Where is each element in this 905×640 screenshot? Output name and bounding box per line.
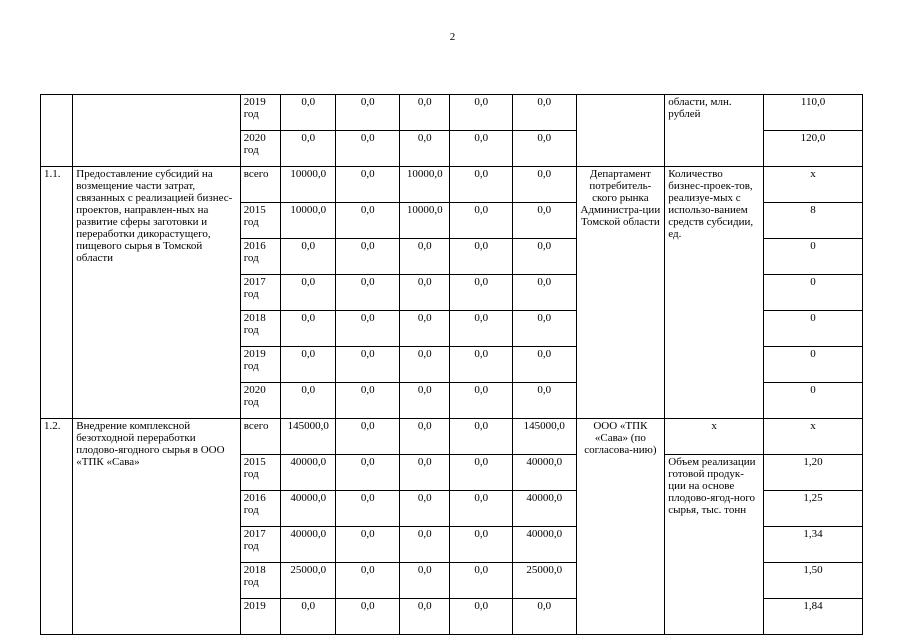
row-name-cell: Внедрение комплексной безотходной переработки плодово-ягодного сырья в ООО «ТПК «Сава» xyxy=(73,419,240,635)
value-cell: 40000,0 xyxy=(512,455,576,491)
value-cell: 10000,0 xyxy=(400,167,450,203)
value-cell: 0,0 xyxy=(400,563,450,599)
indicator-value-cell: х xyxy=(764,167,863,203)
value-cell: 0,0 xyxy=(281,239,336,275)
value-cell: 0,0 xyxy=(281,275,336,311)
value-cell: 0,0 xyxy=(512,203,576,239)
value-cell: 0,0 xyxy=(450,563,513,599)
value-cell: 0,0 xyxy=(450,383,513,419)
value-cell: 0,0 xyxy=(450,131,513,167)
year-cell: 2017 год xyxy=(240,275,280,311)
year-cell: 2016 год xyxy=(240,491,280,527)
value-cell: 0,0 xyxy=(450,275,513,311)
value-cell: 25000,0 xyxy=(512,563,576,599)
value-cell: 0,0 xyxy=(450,347,513,383)
year-cell: 2020 год xyxy=(240,131,280,167)
value-cell: 0,0 xyxy=(336,419,400,455)
value-cell: 0,0 xyxy=(336,455,400,491)
row-name-cell xyxy=(73,95,240,167)
program-table xyxy=(40,94,863,635)
value-cell: 0,0 xyxy=(336,167,400,203)
value-cell: 0,0 xyxy=(512,131,576,167)
table-row xyxy=(41,419,863,455)
value-cell: 0,0 xyxy=(400,455,450,491)
value-cell: 0,0 xyxy=(512,347,576,383)
value-cell: 10000,0 xyxy=(281,167,336,203)
value-cell: 0,0 xyxy=(512,275,576,311)
value-cell: 0,0 xyxy=(281,599,336,635)
year-cell: 2015 год xyxy=(240,203,280,239)
value-cell: 0,0 xyxy=(400,311,450,347)
indicator-value-cell: 1,25 xyxy=(764,491,863,527)
indicator-value-cell: 1,84 xyxy=(764,599,863,635)
value-cell: 0,0 xyxy=(512,239,576,275)
indicator-value-cell: 1,50 xyxy=(764,563,863,599)
value-cell: 0,0 xyxy=(450,491,513,527)
value-cell: 0,0 xyxy=(336,239,400,275)
value-cell: 0,0 xyxy=(336,203,400,239)
value-cell: 0,0 xyxy=(450,311,513,347)
value-cell: 0,0 xyxy=(336,383,400,419)
value-cell: 10000,0 xyxy=(281,203,336,239)
value-cell: 0,0 xyxy=(450,527,513,563)
row-name-cell: Предоставление субсидий на возмещение части затрат, связанных с реализацией бизнес-проектов, направлен-ных на развитие сферы заготовки и переработки дикорастущего, пищевого сырья в Томской области xyxy=(73,167,240,419)
year-cell: 2016 год xyxy=(240,239,280,275)
value-cell: 0,0 xyxy=(512,383,576,419)
indicator-value-cell: 0 xyxy=(764,347,863,383)
value-cell: 0,0 xyxy=(281,383,336,419)
value-cell: 0,0 xyxy=(450,203,513,239)
indicator-value-cell: 0 xyxy=(764,239,863,275)
indicator-value-cell: 1,20 xyxy=(764,455,863,491)
value-cell: 0,0 xyxy=(450,455,513,491)
year-cell: 2020 год xyxy=(240,383,280,419)
value-cell: 0,0 xyxy=(512,599,576,635)
indicator-value-cell: 0 xyxy=(764,383,863,419)
value-cell: 145000,0 xyxy=(281,419,336,455)
value-cell: 40000,0 xyxy=(281,527,336,563)
table-row xyxy=(41,167,863,203)
value-cell: 0,0 xyxy=(336,311,400,347)
value-cell: 0,0 xyxy=(400,95,450,131)
value-cell: 0,0 xyxy=(400,239,450,275)
value-cell: 0,0 xyxy=(450,419,513,455)
value-cell: 0,0 xyxy=(400,275,450,311)
value-cell: 0,0 xyxy=(281,95,336,131)
value-cell: 0,0 xyxy=(281,347,336,383)
value-cell: 0,0 xyxy=(400,491,450,527)
row-number-cell xyxy=(41,95,73,167)
value-cell: 0,0 xyxy=(400,383,450,419)
value-cell: 40000,0 xyxy=(281,455,336,491)
value-cell: 0,0 xyxy=(512,95,576,131)
year-cell: всего xyxy=(240,419,280,455)
year-cell: 2019 год xyxy=(240,347,280,383)
value-cell: 0,0 xyxy=(400,527,450,563)
value-cell: 0,0 xyxy=(450,239,513,275)
value-cell: 0,0 xyxy=(400,419,450,455)
page-number: 2 xyxy=(449,31,456,43)
year-cell: 2018 год xyxy=(240,311,280,347)
year-cell: всего xyxy=(240,167,280,203)
value-cell: 0,0 xyxy=(512,311,576,347)
value-cell: 0,0 xyxy=(281,311,336,347)
value-cell: 0,0 xyxy=(336,599,400,635)
indicator-value-cell: 0 xyxy=(764,275,863,311)
row-number-cell: 1.1. xyxy=(41,167,73,419)
indicator-name-cell: Объем реализации готовой продук-ции на основе плодово-ягод-ного сырья, тыс. тонн xyxy=(665,455,764,635)
value-cell: 0,0 xyxy=(336,347,400,383)
indicator-name-cell: Количество бизнес-проек-тов, реализуе-мых с использо-ванием средств субсидии, ед. xyxy=(665,167,764,419)
year-cell: 2017 год xyxy=(240,527,280,563)
value-cell: 0,0 xyxy=(336,527,400,563)
year-cell: 2019 год xyxy=(240,95,280,131)
value-cell: 0,0 xyxy=(336,563,400,599)
value-cell: 40000,0 xyxy=(512,527,576,563)
indicator-name-cell: области, млн. рублей xyxy=(665,95,764,167)
value-cell: 0,0 xyxy=(336,131,400,167)
value-cell: 0,0 xyxy=(336,491,400,527)
value-cell: 145000,0 xyxy=(512,419,576,455)
value-cell: 10000,0 xyxy=(400,203,450,239)
value-cell: 0,0 xyxy=(400,347,450,383)
value-cell: 0,0 xyxy=(281,131,336,167)
value-cell: 0,0 xyxy=(400,599,450,635)
row-number-cell: 1.2. xyxy=(41,419,73,635)
value-cell: 0,0 xyxy=(450,95,513,131)
year-cell: 2019 xyxy=(240,599,280,635)
indicator-value-cell: 1,34 xyxy=(764,527,863,563)
indicator-value-cell: х xyxy=(764,419,863,455)
year-cell: 2015 год xyxy=(240,455,280,491)
value-cell: 0,0 xyxy=(400,131,450,167)
value-cell: 40000,0 xyxy=(512,491,576,527)
value-cell: 0,0 xyxy=(450,167,513,203)
indicator-value-cell: 0 xyxy=(764,311,863,347)
executor-cell xyxy=(576,95,665,167)
indicator-value-cell: 8 xyxy=(764,203,863,239)
indicator-value-cell: 120,0 xyxy=(764,131,863,167)
executor-cell: Департамент потребитель-ского рынка Администра-ции Томской области xyxy=(576,167,665,419)
value-cell: 0,0 xyxy=(336,95,400,131)
value-cell: 25000,0 xyxy=(281,563,336,599)
value-cell: 40000,0 xyxy=(281,491,336,527)
indicator-value-cell: 110,0 xyxy=(764,95,863,131)
value-cell: 0,0 xyxy=(450,599,513,635)
indicator-name-cell: х xyxy=(665,419,764,455)
value-cell: 0,0 xyxy=(336,275,400,311)
value-cell: 0,0 xyxy=(512,167,576,203)
table-row xyxy=(41,95,863,131)
year-cell: 2018 год xyxy=(240,563,280,599)
executor-cell: ООО «ТПК «Сава» (по согласова-нию) xyxy=(576,419,665,635)
